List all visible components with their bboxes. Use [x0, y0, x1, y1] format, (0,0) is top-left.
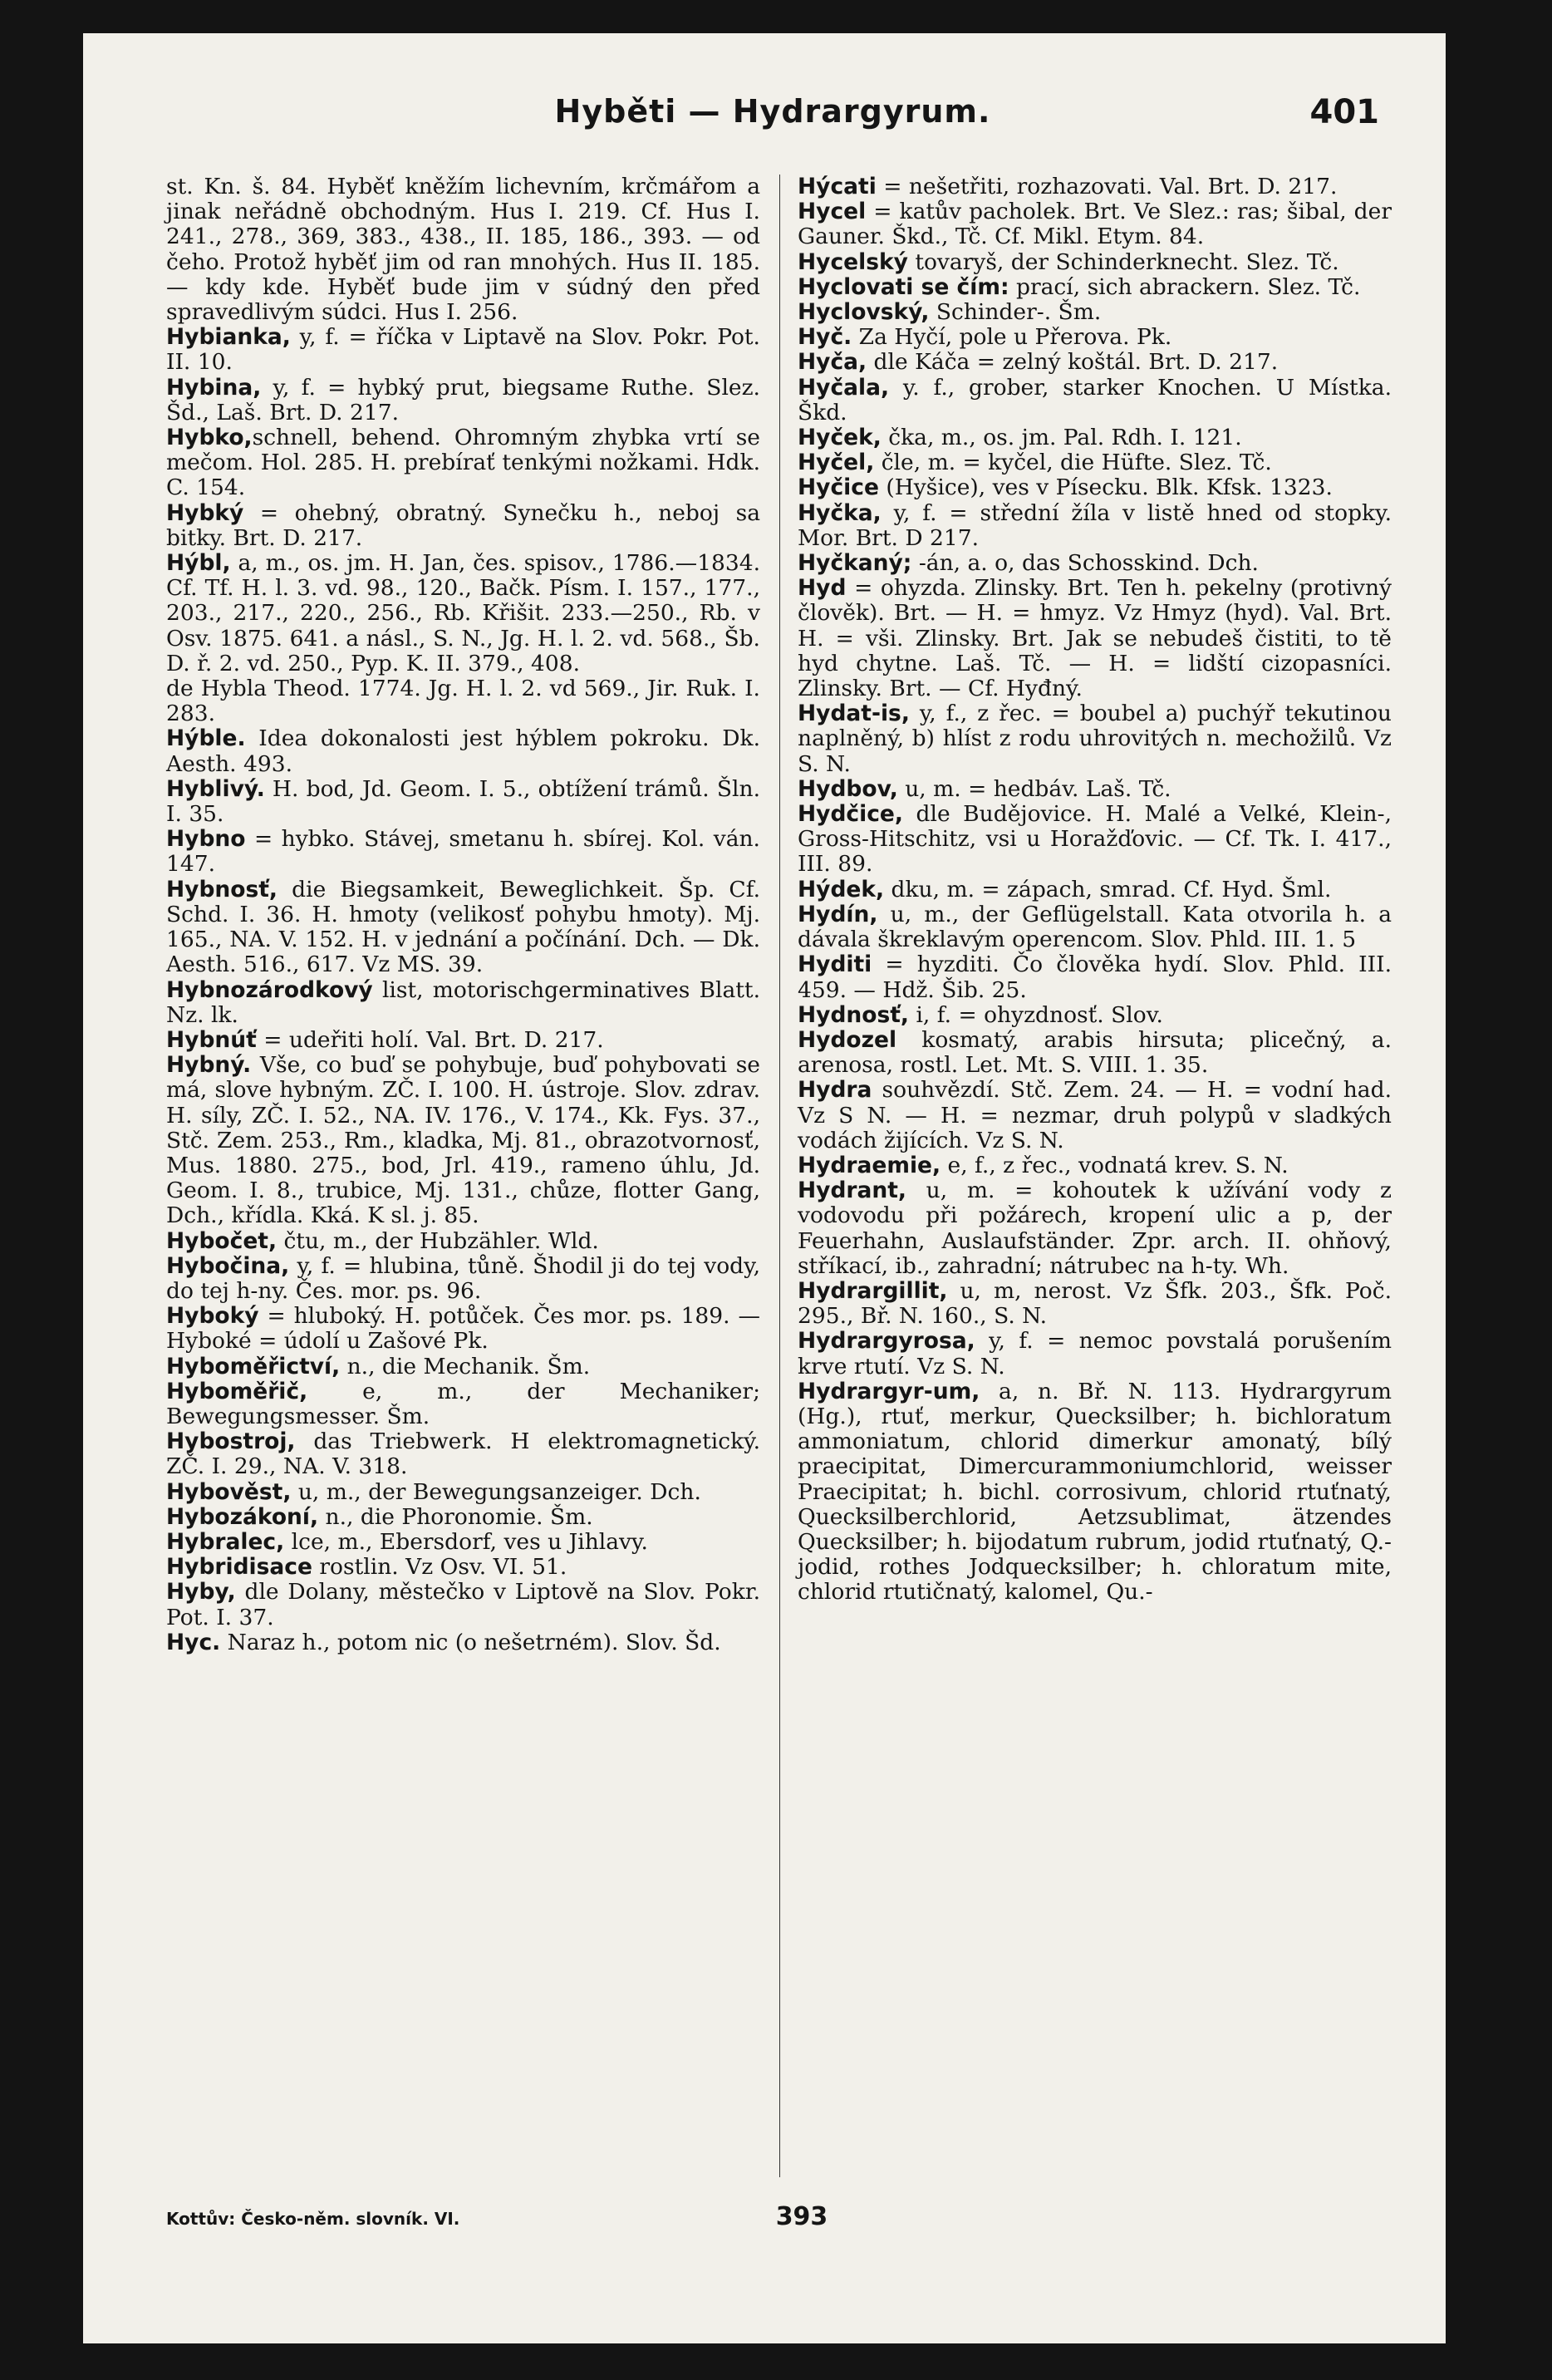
entry-headword: Hybnosť, — [166, 876, 278, 902]
entry-text: schnell, behend. Ohromným zhybka vrtí se mečom. Hol. 285. H. prebírať tenkými nožkami. Hdk. C. 154. — [166, 425, 760, 501]
entry-headword: Hydra — [798, 1077, 872, 1104]
entry-headword: Hydín, — [798, 901, 878, 927]
entry-text: dle Budějovice. H. Malé a Velké, Klein-, Gross-Hitschitz, vsi u Horažďovic. — Cf. Tk. I. 417., III. 89. — [798, 801, 1392, 878]
entry-text: dle Dolany, městečko v Liptově na Slov. Pokr. Pot. I. 37. — [166, 1579, 760, 1630]
dictionary-entry — [798, 1153, 1392, 1178]
entry-text: dku, m. = zápach, smrad. Cf. Hyd. Šml. — [884, 876, 1332, 902]
entry-headword: Hybký — [166, 499, 244, 526]
entry-headword: Hydbov, — [798, 775, 898, 802]
dictionary-entry — [798, 952, 1392, 1002]
entry-text: Vše, co buď se pohybuje, buď pohybovati se má, slove hybným. ZČ. I. 100. H. ústroje. Slov. zdrav. H. síly, ZČ. I. 52., NA. IV. 176., V. 174., Kk. Fys. 37., Stč. Zem. 253., Rm., kladka, Mj. 81., obrazotvornosť, Mus. 1880. 275., bod, Jrl. 419., rameno úhlu, Jd. Geom. I. 8., trubice, Mj. 131., chůze, flotter Gang, Dch., křídla. Kká. K sl. j. 85. — [166, 1052, 760, 1229]
entry-headword: Hybostroj, — [166, 1428, 296, 1455]
entry-headword: Hyclovský, — [798, 299, 930, 326]
entry-headword: Hyby, — [166, 1579, 236, 1606]
entry-text: = hybko. Stávej, smetanu h. sbírej. Kol. ván. 147. — [166, 826, 760, 878]
entry-headword: Hydrargyrosa, — [798, 1328, 975, 1355]
entry-text: y, f. = hybký prut, biegsame Ruthe. Slez. Šd., Laš. Brt. D. 217. — [166, 374, 760, 425]
dictionary-entry — [166, 676, 760, 726]
dictionary-entry — [166, 551, 760, 676]
dictionary-entry — [798, 1279, 1392, 1329]
entry-headword: Hybočina, — [166, 1252, 290, 1279]
entry-text: a, m., os. jm. H. Jan, čes. spisov., 1786.—1834. Cf. Tf. H. l. 3. vd. 98., 120., Bačk. Písm. I. 157., 177., 203., 217., 220., 256., Rb. Křišit. 233.—250., Rb. v Osv. 1875. 641. a násl., S. N., Jg. H. l. 2. vd. 568., Šb. D. ř. 2. vd. 250., Pyp. K. II. 379., 408. — [166, 550, 760, 676]
entry-text: n., die Phoronomie. Šm. — [318, 1503, 593, 1530]
entry-text: čtu, m., der Hubzähler. Wld. — [277, 1227, 599, 1254]
dictionary-entry — [166, 1229, 760, 1254]
dictionary-entry — [798, 250, 1392, 275]
entry-text: e, f., z řec., vodnatá krev. S. N. — [941, 1152, 1289, 1178]
dictionary-entry — [798, 300, 1392, 325]
dictionary-entry — [166, 726, 760, 776]
dictionary-entry — [166, 175, 760, 325]
entry-headword: Hycelský — [798, 248, 908, 275]
entry-text: Za Hyčí, pole u Přerova. Pk. — [852, 324, 1172, 351]
entry-text: y, f., z řec. = boubel a) puchýř tekutinou naplněný, b) hlíst z rodu uhrovitých n. mechožilů. Vz S. N. — [798, 701, 1392, 777]
entry-headword: Hyčkaný; — [798, 550, 912, 577]
dictionary-entry — [166, 1028, 760, 1053]
dictionary-entry — [798, 501, 1392, 551]
entry-text: = katův pacholek. Brt. Ve Slez.: ras; šibal, der Gauner. Škd., Tč. Cf. Mikl. Etym. 84. — [798, 199, 1392, 250]
entry-text: st. Kn. š. 84. Hyběť kněžím lichevním, krčmářom a jinak neřádně obchodným. Hus I. 219. Cf. Hus I. 241., 278., 369, 383., 438., II. 185, 186., 393. — od čeho. Protož hyběť jim od ran mnohých. Hus II. 185. — kdy kde. Hyběť bude jim v súdný den před spravedlivým súdci. Hus I. 256. — [166, 174, 760, 326]
entry-headword: Hyboměřictví, — [166, 1353, 341, 1379]
entry-text: = udeřiti holí. Val. Brt. D. 217. — [256, 1026, 604, 1053]
entry-headword: Hyčala, — [798, 374, 890, 401]
entry-text: rostlin. Vz Osv. VI. 51. — [312, 1554, 567, 1581]
entry-headword: Hyčice — [798, 475, 879, 501]
entry-text: dle Káča = zelný koštál. Brt. D. 217. — [867, 349, 1279, 376]
entry-text: list, motorischgerminatives Blatt. Nz. lk. — [166, 976, 760, 1028]
entry-text: lce, m., Ebersdorf, ves u Jihlavy. — [284, 1528, 648, 1555]
dictionary-entry — [798, 878, 1392, 902]
entry-headword: Hýcati — [798, 174, 877, 199]
entry-headword: Hybina, — [166, 374, 262, 401]
entry-headword: Hydnosť, — [798, 1001, 910, 1028]
dictionary-entry — [166, 1555, 760, 1580]
entry-headword: Hyček, — [798, 425, 882, 451]
entry-headword: Hybočet, — [166, 1227, 277, 1254]
dictionary-entry — [166, 1053, 760, 1228]
entry-headword: Hybko, — [166, 425, 253, 451]
entry-headword: Hycel — [798, 199, 867, 225]
dictionary-entry — [798, 1178, 1392, 1279]
entry-text: Naraz h., potom nic (o nešetrném). Slov. Šd. — [220, 1629, 721, 1655]
entry-text: u, m., der Geflügelstall. Kata otvorila h. a dávala škreklavým operencom. Slov. Phld. III. 1. 5 — [798, 901, 1392, 953]
entry-text: i, f. = ohyzdnosť. Slov. — [909, 1001, 1163, 1028]
entry-headword: Hýble. — [166, 725, 246, 752]
dictionary-entry — [166, 777, 760, 827]
left-column — [166, 175, 760, 1655]
entry-text: a, n. Bř. N. 113. Hydrargyrum (Hg.), rtuť, merkur, Quecksilber; h. bichloratum ammoniatum, chlorid dimerkur amonatý, bílý praecipitat, Dimercurammoniumchlorid, weisser Praecipitat; h. bichl. corrosivum, chlorid rtuťnatý, Quecksilberchlorid, Aetzsublimat, ätzendes Quecksilber; h. bijodatum rubrum, jodid rtuťnatý, Q.-jodid, rothes Jodquecksilber; h. chloratum mite, chlorid rtutičnatý, kalomel, Qu.- — [798, 1378, 1392, 1606]
entry-text: die Biegsamkeit, Beweglichkeit. Šp. Cf. Schd. I. 36. H. hmoty (velikosť pohybu hmoty). Mj. 165., NA. V. 152. H. v jednání a počínání. Dch. — Dk. Aesth. 516., 617. Vz MS. 39. — [166, 876, 760, 978]
entry-text: y, f. = říčka v Liptavě na Slov. Pokr. Pot. II. 10. — [166, 324, 760, 376]
entry-headword: Hyboměřič, — [166, 1378, 308, 1404]
dictionary-entry — [798, 1028, 1392, 1078]
entry-text: prací, sich abrackern. Slez. Tč. — [1009, 273, 1361, 300]
entry-text: čle, m. = kyčel, die Hüfte. Slez. Tč. — [874, 450, 1272, 476]
entry-text: = nešetřiti, rozhazovati. Val. Brt. D. 217. — [876, 174, 1338, 199]
dictionary-entry — [166, 501, 760, 551]
dictionary-entry — [798, 576, 1392, 701]
entry-text: = ohebný, obratný. Synečku h., neboj sa bitky. Brt. D. 217. — [166, 499, 760, 551]
entry-headword: Hydčice, — [798, 801, 903, 828]
entry-headword: Hydrant, — [798, 1178, 906, 1204]
entry-headword: Hyča, — [798, 349, 867, 376]
dictionary-entry — [798, 475, 1392, 500]
entry-text: = ohyzda. Zlinsky. Brt. Ten h. pekelny (protivný člověk). Brt. — H. = hmyz. Vz Hmyz (hyd). Val. Brt. H. = vši. Zlinsky. Brt. Jak se nebudeš čistiti, to tě hyd chytne. Laš. Tč. — H. = lidští cizopasníci. Zlinsky. Brt. — Cf. Hyđný. — [798, 575, 1392, 702]
entry-text: y, f. = střední žíla v listě hned od stopky. Mor. Brt. D 217. — [798, 499, 1392, 551]
dictionary-entry — [166, 1480, 760, 1505]
entry-text: = hyzditi. Čo člověka hydí. Slov. Phld. III. 459. — Hdž. Šib. 25. — [798, 952, 1392, 1003]
entry-text: n., die Mechanik. Šm. — [340, 1353, 591, 1379]
dictionary-entry — [166, 425, 760, 501]
dictionary-entry — [166, 376, 760, 425]
dictionary-entry — [166, 1254, 760, 1304]
entry-text: y. f., grober, starker Knochen. U Místka. Škd. — [798, 374, 1392, 425]
dictionary-page — [83, 33, 1446, 2343]
dictionary-entry — [798, 902, 1392, 952]
entry-headword: Hybno — [166, 826, 246, 853]
signature-mark: 393 — [775, 2202, 828, 2231]
right-column — [798, 175, 1392, 1606]
entry-headword: Hyčel, — [798, 450, 875, 476]
dictionary-entry — [166, 978, 760, 1028]
entry-headword: Hyč. — [798, 324, 852, 351]
entry-headword: Hyboký — [166, 1303, 259, 1330]
entry-text: -án, a. o, das Schosskind. Dch. — [911, 550, 1259, 577]
entry-headword: Hybridisace — [166, 1554, 312, 1581]
entry-text: de Hybla Theod. 1774. Jg. H. l. 2. vd 569., Jir. Ruk. I. 283. — [166, 676, 760, 727]
dictionary-entry — [798, 551, 1392, 576]
entry-text: y, f. = hlubina, tůně. Šhodil ji do tej vody, do tej h-ny. Čes. mor. ps. 96. — [166, 1252, 760, 1304]
dictionary-entry — [798, 1003, 1392, 1028]
dictionary-entry — [166, 1379, 760, 1429]
entry-headword: Hyc. — [166, 1629, 221, 1655]
running-head: Hyběti — Hydrargyrum. — [554, 93, 991, 130]
dictionary-entry — [166, 1530, 760, 1555]
entry-headword: Hybnúť — [166, 1026, 257, 1053]
entry-headword: Hyd — [798, 575, 847, 602]
page-footer — [166, 2202, 1363, 2235]
entry-headword: Hybozákoní, — [166, 1503, 319, 1530]
dictionary-entry — [166, 1505, 760, 1530]
dictionary-entry — [166, 1580, 760, 1630]
entry-headword: Hyditi — [798, 952, 872, 978]
entry-text: souhvězdí. Stč. Zem. 24. — H. = vodní had. Vz S N. — H. = nezmar, druh polypů v sladkých vodách žijících. Vz S. N. — [798, 1077, 1392, 1153]
entry-headword: Hydraemie, — [798, 1152, 941, 1178]
entry-text: = hluboký. H. potůček. Čes mor. ps. 189. — Hyboké = údolí u Zašové Pk. — [166, 1303, 760, 1355]
entry-text: (Hyšice), ves v Písecku. Blk. Kfsk. 1323. — [878, 475, 1333, 501]
dictionary-entry — [166, 1630, 760, 1655]
dictionary-entry — [798, 802, 1392, 878]
entry-text: u, m. = hedbáv. Laš. Tč. — [897, 775, 1171, 802]
entry-headword: Hydozel — [798, 1026, 897, 1053]
entry-headword: Hybianka, — [166, 324, 291, 351]
dictionary-entry — [798, 450, 1392, 475]
dictionary-entry — [798, 1329, 1392, 1379]
entry-text: H. bod, Jd. Geom. I. 5., obtížení trámů. Šln. I. 35. — [166, 775, 760, 828]
dictionary-entry — [798, 175, 1392, 199]
entry-headword: Hydrargyr-um, — [798, 1378, 980, 1404]
entry-text: e, m., der Mechaniker; Bewegungsmesser. Šm. — [166, 1378, 760, 1429]
entry-text: u, m., der Bewegungsanzeiger. Dch. — [291, 1478, 701, 1505]
entry-headword: Hydat-is, — [798, 701, 910, 727]
dictionary-entry — [798, 1078, 1392, 1153]
entry-text: čka, m., os. jm. Pal. Rdh. I. 121. — [881, 425, 1242, 451]
dictionary-entry — [166, 1429, 760, 1479]
entry-text: tovaryš, der Schinderknecht. Slez. Tč. — [907, 248, 1339, 275]
dictionary-entry — [798, 376, 1392, 425]
entry-text: Schinder-. Šm. — [929, 299, 1102, 326]
column-divider — [779, 175, 780, 2177]
entry-text: das Triebwerk. H elektromagnetický. ZČ. I. 29., NA. V. 318. — [166, 1428, 760, 1480]
dictionary-entry — [166, 1355, 760, 1379]
entry-headword: Hybověst, — [166, 1478, 292, 1505]
dictionary-entry — [798, 325, 1392, 350]
dictionary-entry — [798, 275, 1392, 300]
entry-headword: Hydrargillit, — [798, 1277, 948, 1304]
entry-text: Idea dokonalosti jest hýblem pokroku. Dk. Aesth. 493. — [166, 725, 760, 777]
dictionary-entry — [166, 1304, 760, 1354]
page-number: 401 — [1309, 93, 1379, 131]
entry-text: u, m. = kohoutek k užívání vody z vodovodu při požárech, kropení ulic a p, der Feuerhahn, Auslaufständer. Zpr. arch. II. ohňový, stříkací, ib., zahradní; nátrubec na h-ty. Wh. — [798, 1178, 1392, 1279]
entry-headword: Hyclovati se čím: — [798, 273, 1009, 300]
entry-text: y, f. = nemoc povstalá porušením krve rtutí. Vz S. N. — [798, 1328, 1392, 1379]
dictionary-entry — [798, 1379, 1392, 1606]
entry-headword: Hyblivý. — [166, 775, 265, 802]
dictionary-entry — [798, 425, 1392, 450]
dictionary-entry — [166, 325, 760, 375]
dictionary-entry — [166, 827, 760, 877]
entry-headword: Hybnozárodkový — [166, 976, 373, 1003]
dictionary-entry — [166, 878, 760, 978]
footer-note: Kottův: Česko-něm. slovník. VI. — [166, 2209, 460, 2229]
dictionary-entry — [798, 701, 1392, 777]
entry-headword: Hyčka, — [798, 499, 882, 526]
dictionary-entry — [798, 350, 1392, 375]
dictionary-entry — [798, 777, 1392, 802]
entry-text: u, m, nerost. Vz Šfk. 203., Šfk. Poč. 295., Bř. N. 160., S. N. — [798, 1277, 1392, 1330]
entry-headword: Hybralec, — [166, 1528, 285, 1555]
entry-headword: Hybný. — [166, 1052, 252, 1079]
dictionary-entry — [798, 199, 1392, 249]
entry-headword: Hýbl, — [166, 550, 231, 577]
entry-text: kosmatý, arabis hirsuta; plicečný, a. arenosa, rostl. Let. Mt. S. VIII. 1. 35. — [798, 1026, 1392, 1079]
page-header — [158, 93, 1387, 151]
entry-headword: Hýdek, — [798, 876, 885, 902]
